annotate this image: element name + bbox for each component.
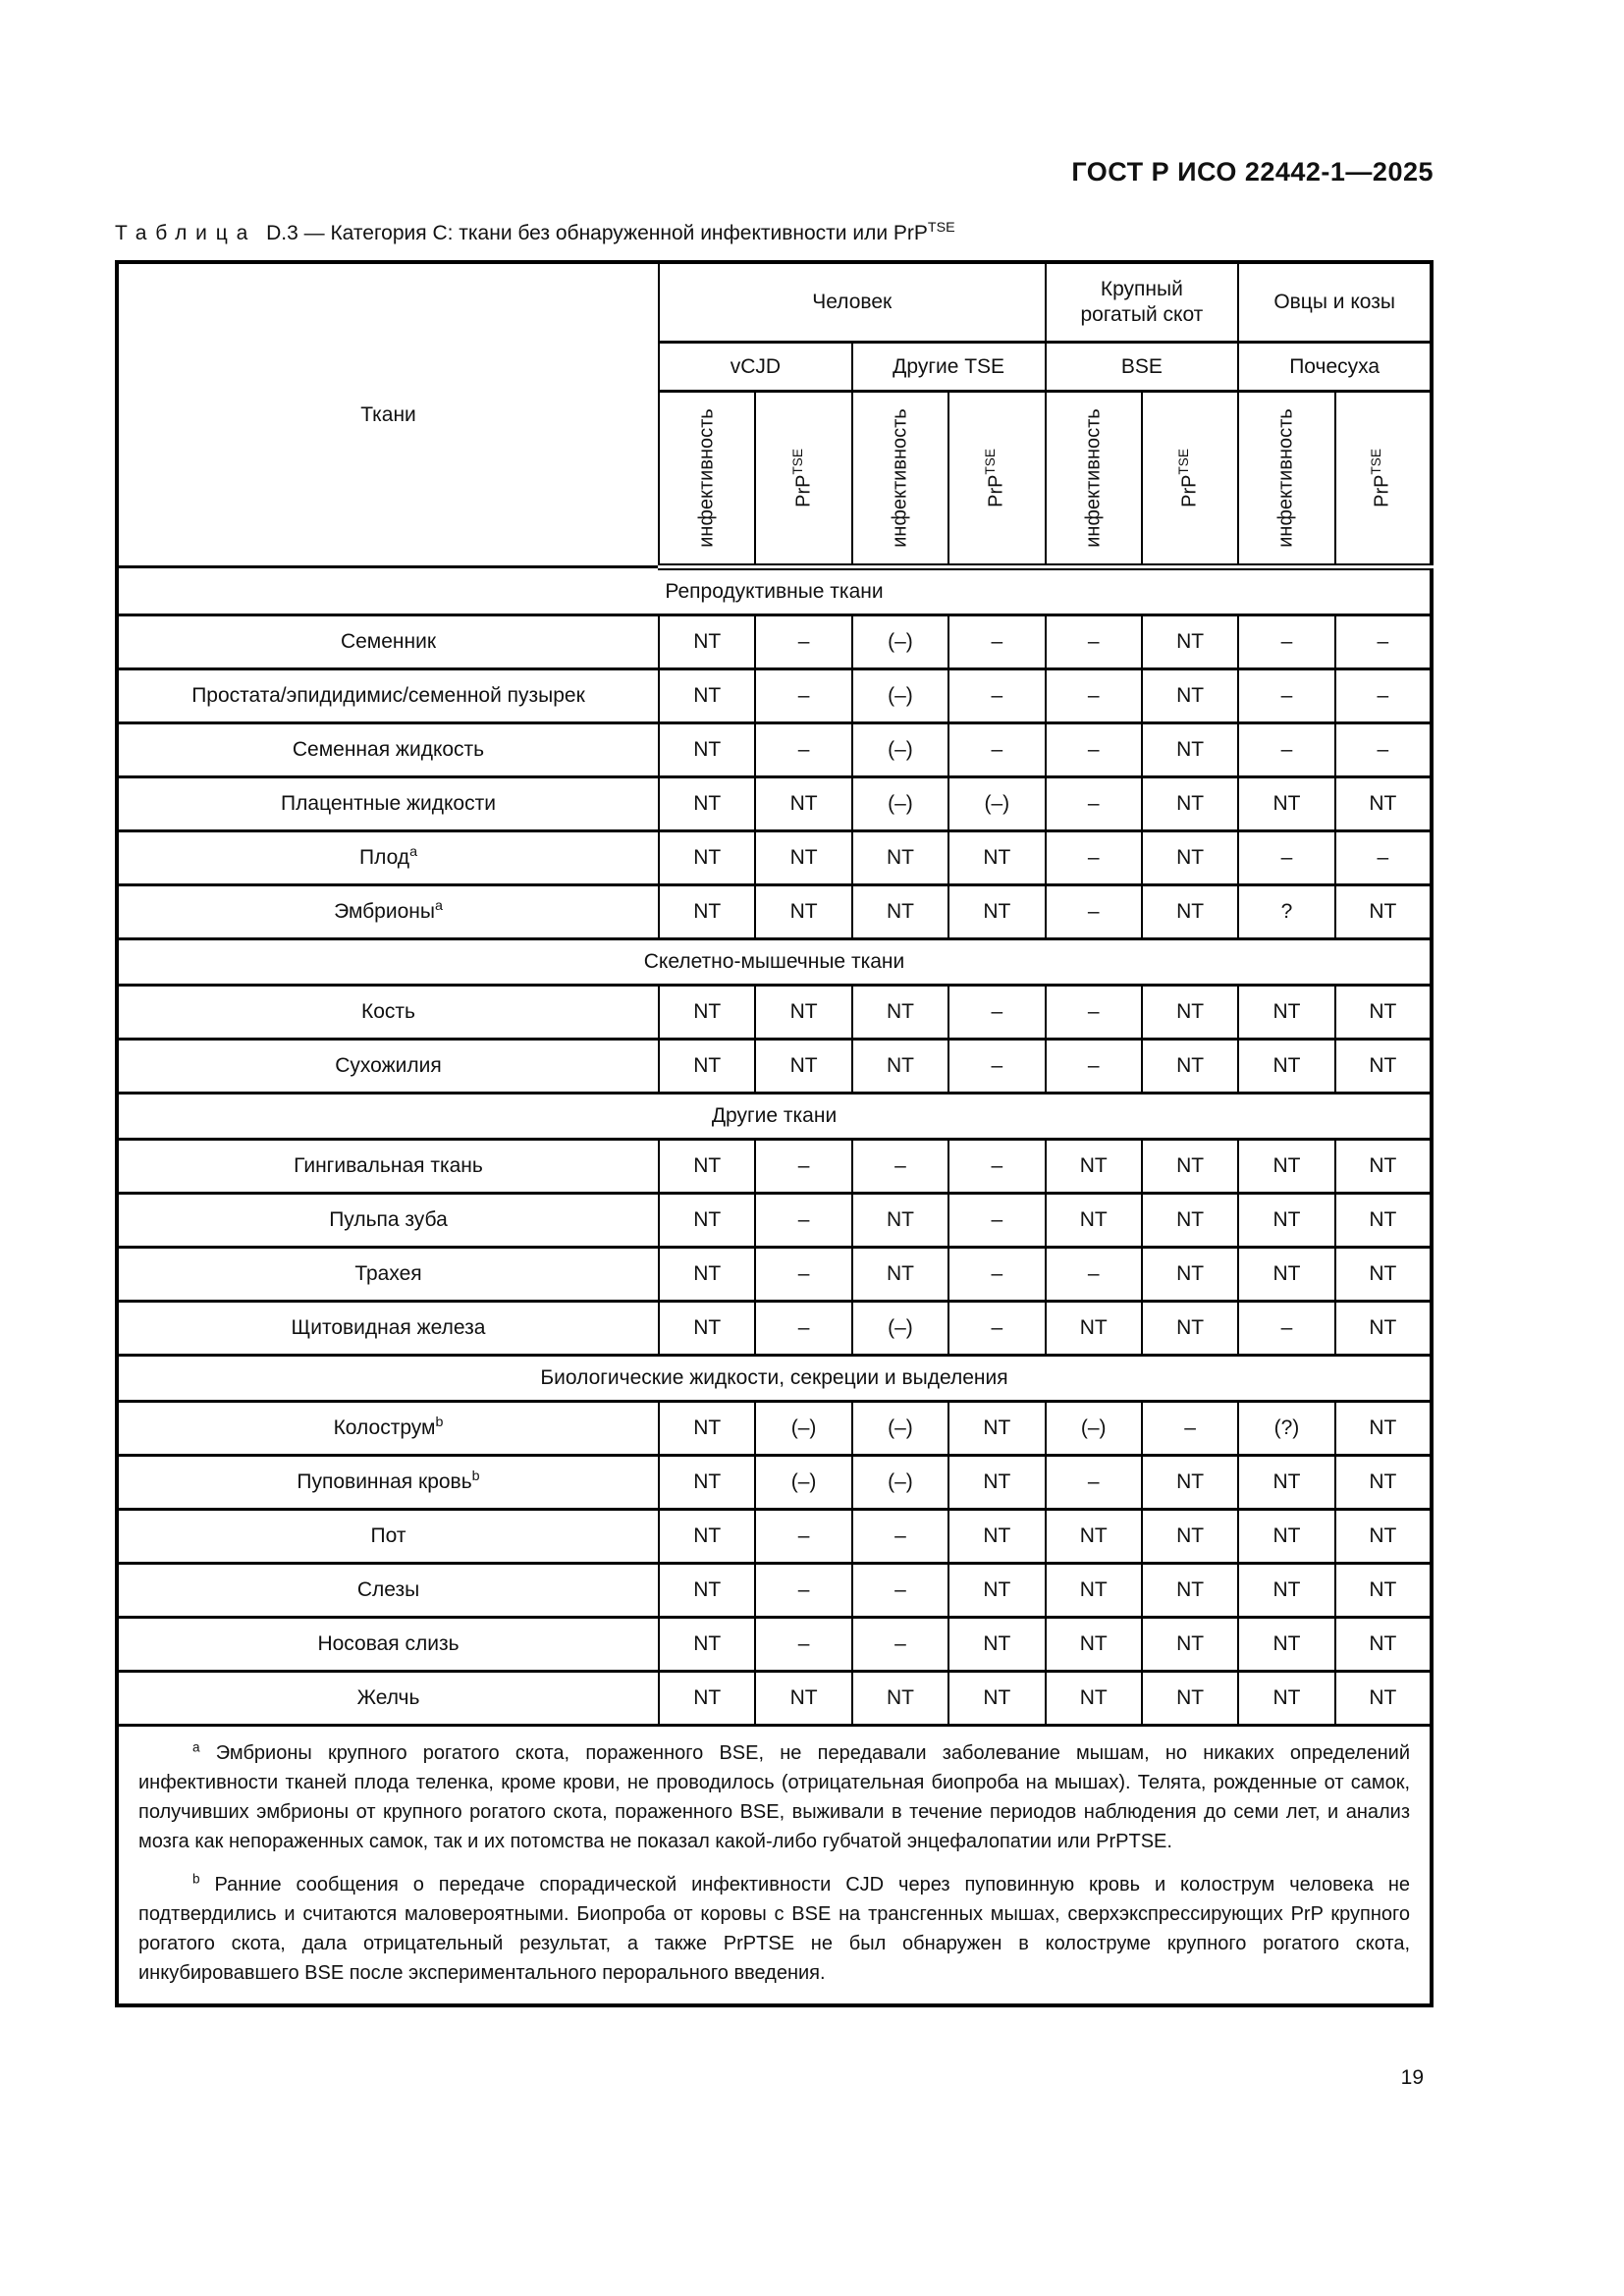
value-cell: NT [659, 885, 755, 939]
value-cell: NT [852, 1672, 948, 1726]
value-cell: – [755, 723, 851, 777]
value-cell: NT [1238, 1510, 1334, 1564]
value-cell: (?) [1238, 1402, 1334, 1456]
value-cell: NT [1335, 1510, 1432, 1564]
value-cell: – [755, 1564, 851, 1618]
table-row [117, 777, 1432, 831]
group-header-row [117, 262, 1432, 343]
value-cell: NT [948, 1564, 1045, 1618]
value-cell: – [755, 669, 851, 723]
value-cell: – [755, 1302, 851, 1356]
table-row [117, 615, 1432, 669]
value-cell: NT [1335, 1672, 1432, 1726]
value-cell: NT [1335, 1618, 1432, 1672]
value-cell: NT [659, 1672, 755, 1726]
table-caption-text: D.3 — Категория C: ткани без обнаруженной инфективности или PrP [266, 222, 928, 244]
tissue-name: Плод$^a$ [117, 831, 659, 885]
value-cell: NT [1238, 1194, 1334, 1248]
value-cell: NT [1046, 1194, 1142, 1248]
value-cell: NT [948, 1618, 1045, 1672]
table-row [117, 1302, 1432, 1356]
value-cell: – [1238, 669, 1334, 723]
table-row [117, 1248, 1432, 1302]
value-cell: NT [1142, 1248, 1238, 1302]
section-row [117, 567, 1432, 615]
value-cell: – [755, 1618, 851, 1672]
infectivity-label: инфективность [1082, 408, 1105, 548]
table-caption [115, 222, 1489, 245]
tissues-column-header: Ткани [117, 262, 659, 567]
footnote-b-marker: b [192, 1871, 200, 1887]
value-cell: NT [1046, 1510, 1142, 1564]
value-cell: – [1238, 615, 1334, 669]
disease-header-vcjd: vCJD [659, 343, 852, 392]
tissue-infectivity-table [115, 260, 1434, 2007]
value-cell: NT [1142, 885, 1238, 939]
tissue-footnote-marker: a [434, 898, 443, 914]
group-header-cattle: Крупный рогатый скот [1046, 262, 1239, 343]
page-number: 19 [1400, 2066, 1424, 2089]
tissue-name: Простата/эпидидимис/семенной пузырек [117, 669, 659, 723]
table-foot [117, 1726, 1432, 2006]
value-cell: NT [1335, 1402, 1432, 1456]
value-cell: NT [1142, 831, 1238, 885]
value-cell: NT [755, 885, 851, 939]
value-cell: NT [1142, 1618, 1238, 1672]
value-cell: NT [1142, 777, 1238, 831]
table-row [117, 1564, 1432, 1618]
tissue-footnote-marker: b [435, 1415, 444, 1430]
footnotes-row [117, 1726, 1432, 2006]
value-cell: NT [1335, 1456, 1432, 1510]
value-cell: NT [1142, 615, 1238, 669]
value-cell: – [1046, 1456, 1142, 1510]
footnote-b-text: Ранние сообщения о передаче спорадической инфективности CJD через пуповинную кровь и колострум человека не подтвердились и считаются маловероятными. Биопроба от коровы с BSE на трансгенных мышах, сверхэкспрессирующих PrP крупного рогатого скота, дала отрицательный результат, а также PrPTSE не был обнаружен в колоструме крупного рогатого скота, инкубировавшего BSE после экспериментального перорального введения. [138, 1874, 1410, 1984]
value-cell: NT [1238, 1040, 1334, 1094]
value-cell: – [1238, 831, 1334, 885]
tissue-name: Желчь [117, 1672, 659, 1726]
value-cell: – [1238, 1302, 1334, 1356]
table-head [117, 262, 1432, 567]
value-cell: NT [948, 1510, 1045, 1564]
value-cell: – [755, 615, 851, 669]
value-cell: NT [852, 885, 948, 939]
tissue-name: Гингивальная ткань [117, 1140, 659, 1194]
value-cell: NT [1142, 1510, 1238, 1564]
value-cell: NT [1046, 1140, 1142, 1194]
value-cell: – [1046, 831, 1142, 885]
value-cell: – [1335, 831, 1432, 885]
group-header-sheep-goats: Овцы и козы [1238, 262, 1432, 343]
value-cell: (–) [852, 1456, 948, 1510]
table-row [117, 1140, 1432, 1194]
infectivity-label: инфективность [889, 408, 911, 548]
tissue-name: Щитовидная железа [117, 1302, 659, 1356]
value-cell: NT [1142, 1456, 1238, 1510]
group-header-human: Человек [659, 262, 1046, 343]
tissue-name: Кость [117, 986, 659, 1040]
value-cell: NT [659, 1456, 755, 1510]
tissue-name: Трахея [117, 1248, 659, 1302]
table-row [117, 1402, 1432, 1456]
table-row [117, 1510, 1432, 1564]
value-cell: – [1046, 885, 1142, 939]
value-cell: (–) [852, 777, 948, 831]
tissue-name: Пульпа зуба [117, 1194, 659, 1248]
value-cell: (–) [852, 669, 948, 723]
value-cell: (–) [852, 1402, 948, 1456]
tissue-name: Эмбрионы$^a$ [117, 885, 659, 939]
table-row [117, 1456, 1432, 1510]
value-cell: NT [1335, 1248, 1432, 1302]
value-cell: NT [659, 1194, 755, 1248]
value-cell: NT [852, 1194, 948, 1248]
value-cell: NT [755, 1040, 851, 1094]
value-cell: – [852, 1140, 948, 1194]
tissue-name: Слезы [117, 1564, 659, 1618]
section-row [117, 939, 1432, 986]
value-cell: NT [1046, 1672, 1142, 1726]
value-cell: NT [659, 1564, 755, 1618]
value-cell: NT [1142, 986, 1238, 1040]
value-cell: NT [1335, 1040, 1432, 1094]
value-cell: NT [1046, 1618, 1142, 1672]
subcol-infectivity [659, 392, 755, 567]
value-cell: – [852, 1564, 948, 1618]
disease-header-other-tse: Другие TSE [852, 343, 1046, 392]
value-cell: NT [852, 1040, 948, 1094]
value-cell: NT [1142, 1564, 1238, 1618]
tissue-name: Пот [117, 1510, 659, 1564]
value-cell: NT [659, 723, 755, 777]
value-cell: (–) [1046, 1402, 1142, 1456]
value-cell: NT [755, 777, 851, 831]
value-cell: (–) [755, 1456, 851, 1510]
table-caption-superscript: TSE [927, 220, 955, 236]
value-cell: NT [659, 669, 755, 723]
footnote-a-text: Эмбрионы крупного рогатого скота, пораженного BSE, не передавали заболевание мышам, но никаких определений инфективности тканей плода теленка, кроме крови, не проводилось (отрицательная биопроба на мышах). Телята, рожденные от самок, получивших эмбрионы от крупного рогатого скота, пораженного BSE, выживали в течение периодов наблюдения до семи лет, и анализ мозга как непораженных самок, так и их потомства не показал какой-либо губчатой энцефалопатии или PrPTSE. [138, 1742, 1410, 1852]
value-cell: (–) [948, 777, 1045, 831]
value-cell: – [948, 615, 1045, 669]
table-caption-word: Таблица [115, 222, 257, 244]
tissue-name: Носовая слизь [117, 1618, 659, 1672]
value-cell: NT [1142, 1672, 1238, 1726]
table-row [117, 986, 1432, 1040]
value-cell: NT [659, 1618, 755, 1672]
prp-label: PrP$^{TSE}$ [1369, 449, 1393, 507]
value-cell: NT [1335, 986, 1432, 1040]
table-row [117, 723, 1432, 777]
tissue-footnote-marker: a [409, 844, 417, 860]
value-cell: NT [1335, 1564, 1432, 1618]
value-cell: – [1142, 1402, 1238, 1456]
value-cell: NT [1335, 777, 1432, 831]
section-row [117, 1356, 1432, 1402]
table-body [117, 567, 1432, 1726]
value-cell: NT [659, 1140, 755, 1194]
value-cell: – [948, 1248, 1045, 1302]
value-cell: NT [1142, 669, 1238, 723]
value-cell: – [1046, 723, 1142, 777]
value-cell: – [1335, 615, 1432, 669]
value-cell: (–) [852, 1302, 948, 1356]
section-label: Репродуктивные ткани [117, 567, 1432, 615]
value-cell: NT [852, 986, 948, 1040]
value-cell: NT [659, 1402, 755, 1456]
value-cell: – [852, 1510, 948, 1564]
table-row [117, 1194, 1432, 1248]
value-cell: – [1046, 986, 1142, 1040]
value-cell: – [1046, 669, 1142, 723]
value-cell: NT [1142, 1302, 1238, 1356]
value-cell: NT [1142, 1040, 1238, 1094]
value-cell: NT [1238, 1618, 1334, 1672]
table-row [117, 1040, 1432, 1094]
value-cell: NT [1238, 1456, 1334, 1510]
value-cell: NT [948, 885, 1045, 939]
value-cell: NT [1238, 1672, 1334, 1726]
table-row [117, 831, 1432, 885]
value-cell: NT [1046, 1302, 1142, 1356]
value-cell: NT [1335, 1302, 1432, 1356]
value-cell: NT [659, 777, 755, 831]
value-cell: NT [1142, 1140, 1238, 1194]
value-cell: NT [1238, 1248, 1334, 1302]
value-cell: – [755, 1194, 851, 1248]
value-cell: NT [1046, 1564, 1142, 1618]
value-cell: – [1046, 1040, 1142, 1094]
table-row [117, 885, 1432, 939]
value-cell: (–) [755, 1402, 851, 1456]
infectivity-label: инфективность [695, 408, 718, 548]
value-cell: NT [755, 831, 851, 885]
value-cell: – [948, 1040, 1045, 1094]
value-cell: NT [852, 831, 948, 885]
footnote-b [138, 1870, 1410, 1988]
value-cell: NT [948, 1402, 1045, 1456]
value-cell: – [948, 986, 1045, 1040]
value-cell: NT [659, 986, 755, 1040]
value-cell: – [755, 1140, 851, 1194]
value-cell: – [948, 1302, 1045, 1356]
value-cell: NT [659, 615, 755, 669]
footnote-a-marker: a [192, 1739, 200, 1755]
value-cell: NT [852, 1248, 948, 1302]
value-cell: NT [1238, 1564, 1334, 1618]
value-cell: NT [755, 986, 851, 1040]
value-cell: NT [1238, 777, 1334, 831]
standard-designation: ГОСТ Р ИСО 22442-1—2025 [1071, 157, 1434, 187]
value-cell: – [1335, 669, 1432, 723]
value-cell: NT [659, 1510, 755, 1564]
value-cell: – [1046, 1248, 1142, 1302]
tissue-name: Семенник [117, 615, 659, 669]
value-cell: – [948, 1194, 1045, 1248]
value-cell: NT [1238, 1140, 1334, 1194]
value-cell: (–) [852, 723, 948, 777]
value-cell: NT [948, 831, 1045, 885]
table-row [117, 1672, 1432, 1726]
subcol-prp [755, 392, 851, 567]
value-cell: NT [659, 831, 755, 885]
section-label: Скелетно-мышечные ткани [117, 939, 1432, 986]
value-cell: NT [659, 1302, 755, 1356]
value-cell: NT [1335, 1194, 1432, 1248]
tissue-name: Плацентные жидкости [117, 777, 659, 831]
value-cell: NT [1142, 723, 1238, 777]
prp-label: PrP$^{TSE}$ [1175, 449, 1201, 507]
footnote-a [138, 1738, 1410, 1856]
tissue-name: Сухожилия [117, 1040, 659, 1094]
value-cell: ? [1238, 885, 1334, 939]
value-cell: – [1046, 777, 1142, 831]
footnotes-cell [117, 1726, 1432, 2006]
value-cell: NT [659, 1040, 755, 1094]
subcol-infectivity [1238, 392, 1334, 567]
value-cell: – [1238, 723, 1334, 777]
value-cell: (–) [852, 615, 948, 669]
value-cell: NT [1335, 885, 1432, 939]
subcol-prp [948, 392, 1045, 567]
section-label: Другие ткани [117, 1094, 1432, 1140]
value-cell: – [755, 1510, 851, 1564]
value-cell: NT [755, 1672, 851, 1726]
value-cell: NT [659, 1248, 755, 1302]
table-row [117, 669, 1432, 723]
value-cell: – [1046, 615, 1142, 669]
infectivity-label: инфективность [1274, 408, 1297, 548]
subcol-infectivity [1046, 392, 1142, 567]
table-row [117, 1618, 1432, 1672]
tissue-name: Колострум$^b$ [117, 1402, 659, 1456]
section-row [117, 1094, 1432, 1140]
value-cell: – [852, 1618, 948, 1672]
value-cell: – [948, 723, 1045, 777]
value-cell: NT [1142, 1194, 1238, 1248]
value-cell: – [755, 1248, 851, 1302]
prp-label: PrP$^{TSE}$ [983, 449, 1007, 507]
subcol-prp [1142, 392, 1238, 567]
value-cell: NT [1335, 1140, 1432, 1194]
tissue-footnote-marker: b [471, 1468, 480, 1484]
subcol-infectivity [852, 392, 948, 567]
value-cell: NT [1238, 986, 1334, 1040]
subcol-prp [1335, 392, 1432, 567]
disease-header-scrapie: Почесуха [1238, 343, 1432, 392]
disease-header-bse: BSE [1046, 343, 1239, 392]
value-cell: – [948, 669, 1045, 723]
value-cell: – [1335, 723, 1432, 777]
prp-label: PrP$^{TSE}$ [789, 449, 815, 507]
tissue-name: Пуповинная кровь$^b$ [117, 1456, 659, 1510]
tissue-name: Семенная жидкость [117, 723, 659, 777]
value-cell: NT [948, 1672, 1045, 1726]
value-cell: – [948, 1140, 1045, 1194]
value-cell: NT [948, 1456, 1045, 1510]
section-label: Биологические жидкости, секреции и выделения [117, 1356, 1432, 1402]
